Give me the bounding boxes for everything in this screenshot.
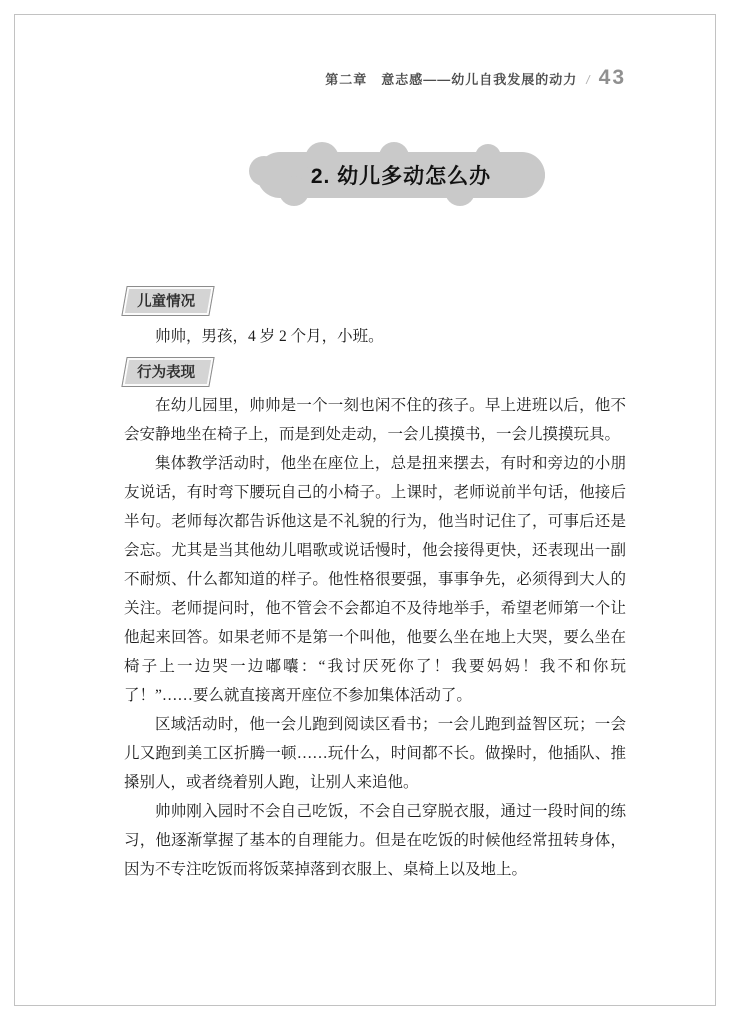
paragraph: 区域活动时，他一会儿跑到阅读区看书；一会儿跑到益智区玩；一会儿又跑到美工区折腾一顿……玩什么，时间都不长。做操时，他插队、推搡别人，或者绕着别人跑，让别人来追他。 bbox=[124, 716, 626, 791]
badge-child-profile-label: 儿童情况 bbox=[137, 294, 196, 310]
paragraph: 集体教学活动时，他坐在座位上，总是扭来摆去，有时和旁边的小朋友说话，有时弯下腰玩自己的小椅子。上课时，老师说前半句话，他接后半句。老师每次都告诉他这是不礼貌的行为，他当时记住了，可事后还是会忘。尤其是当其他幼儿唱歌或说话慢时，他会接得更快，还表现出一副不耐烦、什么都知道的样子。他性格很要强，事事争先，必须得到大人的关注。老师提问时，他不管会不会都迫不及待地举手，希望老师第一个让他起来回答。如果老师不是第一个叫他，他要么坐在地上大哭，要么坐在椅子上一边哭一边嘟囔：“我讨厌死你了！我要妈妈！我不和你玩了！”……要么就直接离开座位不参加集体活动了。 bbox=[124, 455, 626, 704]
body-text-block bbox=[124, 322, 626, 351]
badge-behavior bbox=[121, 357, 214, 387]
running-header bbox=[124, 66, 626, 90]
badge-behavior-label: 行为表现 bbox=[137, 365, 196, 381]
chapter-title: 第二章 意志感——幼儿自我发展的动力 bbox=[325, 72, 578, 87]
paragraph: 在幼儿园里，帅帅是一个一刻也闲不住的孩子。早上进班以后，他不会安静地坐在椅子上，而是到处走动，一会儿摸摸书，一会儿摸摸玩具。 bbox=[124, 397, 626, 443]
behavior-paragraphs bbox=[124, 391, 626, 884]
page-number: 43 bbox=[598, 66, 626, 89]
paragraph: 帅帅刚入园时不会自己吃饭，不会自己穿脱衣服，通过一段时间的练习，他逐渐掌握了基本的自理能力。但是在吃饭的时候他经常扭转身体，因为不专注吃饭而将饭菜掉落到衣服上、桌椅上以及地上。 bbox=[124, 803, 626, 878]
page-title: 2. 幼儿多动怎么办 bbox=[310, 165, 492, 188]
header-separator: / bbox=[586, 73, 590, 87]
child-profile-text: 帅帅，男孩，4 岁 2 个月，小班。 bbox=[155, 328, 384, 345]
title-cloud-banner bbox=[257, 152, 545, 198]
badge-child-profile bbox=[121, 286, 214, 316]
